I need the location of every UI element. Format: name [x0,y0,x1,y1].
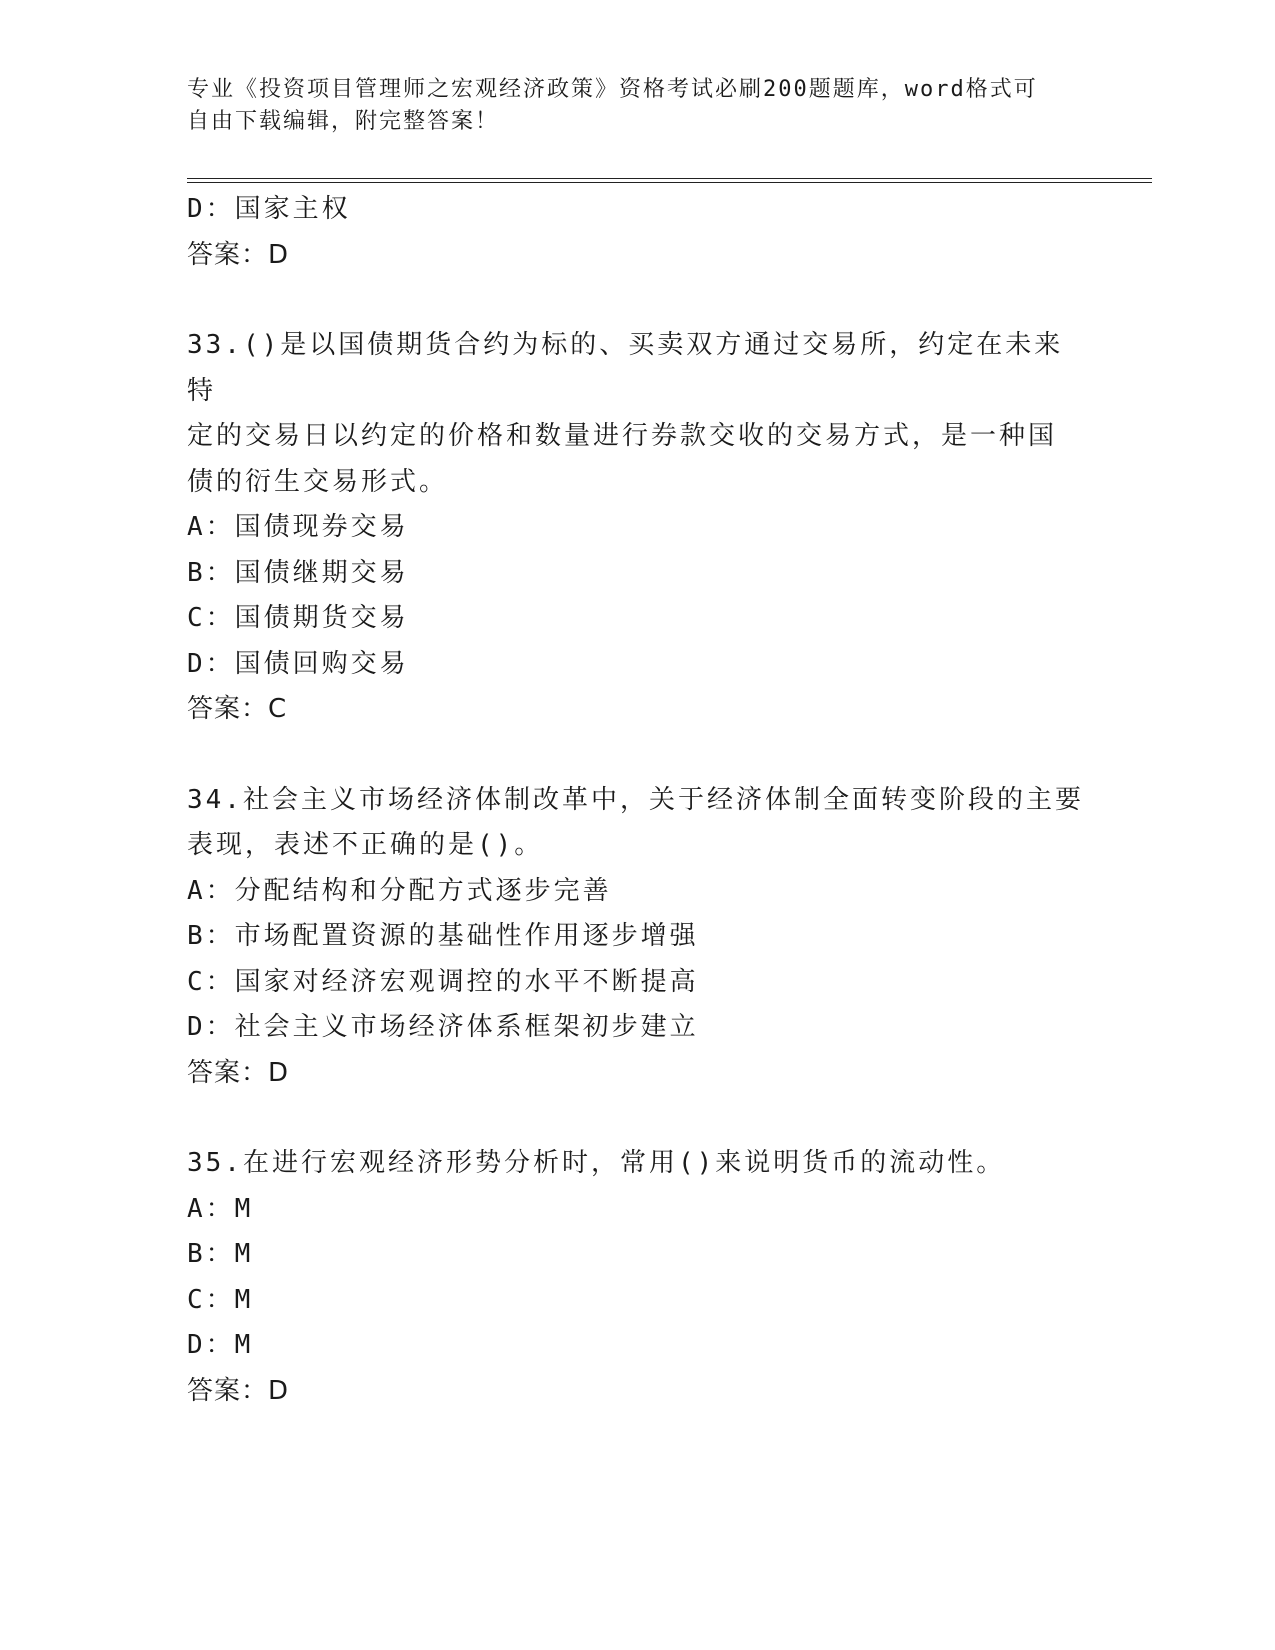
option-c: C：国债期货交易 [187,603,409,633]
question-stem-line: 债的衍生交易形式。 [187,466,449,497]
option-a: A：M [187,1193,254,1224]
question-stem-line: 35.在进行宏观经济形势分析时，常用()来说明货币的流动性。 [187,1148,1006,1178]
option-b: B：市场配置资源的基础性作用逐步增强 [187,921,699,951]
answer-line: 答案：D [187,239,290,270]
option-b: B：国债继期交易 [187,557,409,588]
question-35 [187,1141,1087,1414]
header-line-1: 专业《投资项目管理师之宏观经济政策》资格考试必刷200题题库，word格式可 [187,77,1038,102]
option-b: B：M [187,1239,254,1269]
answer-line: 答案：C [187,694,288,724]
question-stem-line: 34.社会主义市场经济体制改革中，关于经济体制全面转变阶段的主要 [187,784,1084,815]
option-d: D：国债回购交易 [187,648,409,679]
option-d: D：社会主义市场经济体系框架初步建立 [187,1012,699,1042]
question-stem-line: 33.()是以国债期货合约为标的、买卖双方通过交易所，约定在未来特 [187,330,1064,406]
question-33 [187,323,1087,733]
question-stem-line: 定的交易日以约定的价格和数量进行券款交收的交易方式，是一种国 [187,421,1058,451]
option-c: C：国家对经济宏观调控的水平不断提高 [187,966,699,997]
question-stem [187,778,1087,869]
document-body [187,187,1087,1414]
option-d: D：M [187,1330,254,1360]
question-stem [187,323,1087,505]
answer-line: 答案：D [187,1057,290,1088]
option-d: D：国家主权 [187,194,351,224]
answer-line: 答案：D [187,1375,290,1406]
option-a: A：国债现券交易 [187,512,409,542]
option-c: C：M [187,1284,254,1315]
option-a: A：分配结构和分配方式逐步完善 [187,875,612,906]
question-stem [187,1141,1087,1187]
header-divider [187,178,1152,183]
question-stem-line: 表现，表述不正确的是()。 [187,830,544,860]
question-34 [187,778,1087,1097]
page-header [187,74,1087,138]
previous-question-tail [187,187,1087,278]
header-line-2: 自由下载编辑，附完整答案！ [187,109,500,134]
